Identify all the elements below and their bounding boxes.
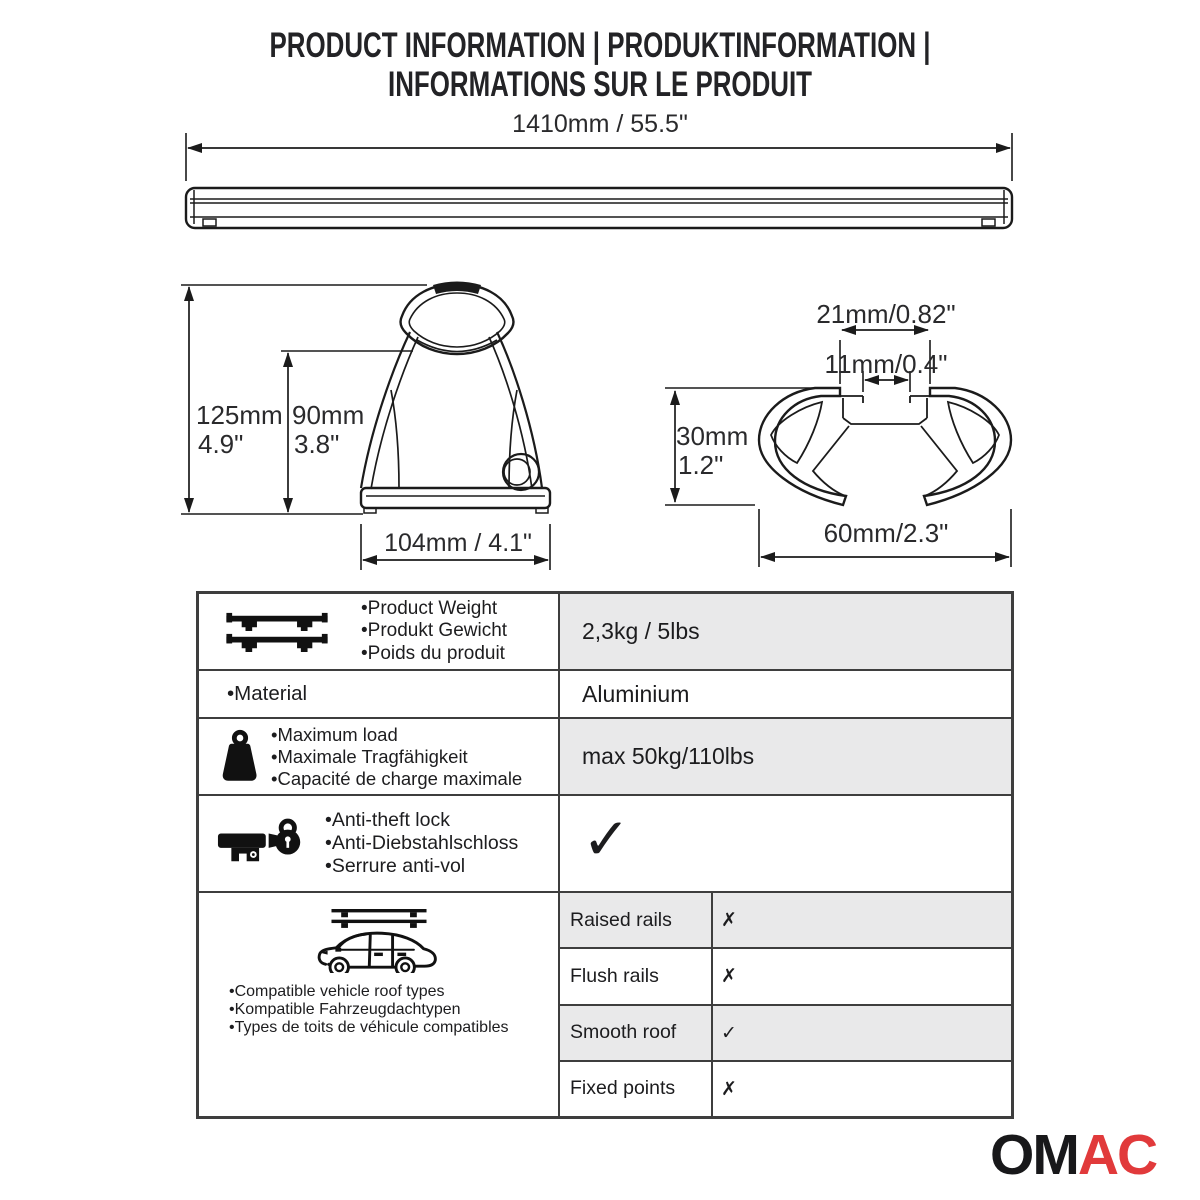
page-title-line2: INFORMATIONS SUR LE PRODUIT (388, 65, 812, 104)
roof-type-row-flush-rails (560, 947, 1011, 1003)
profile-slot-label: 11mm/0.4" (824, 349, 948, 379)
material-label-cell (199, 671, 560, 717)
anti-theft-label-cell (199, 796, 560, 891)
omac-logo (990, 1122, 1156, 1188)
table-row-material (199, 669, 1011, 717)
roof-type-label: Flush rails (560, 949, 713, 1003)
foot-base-width-label: 104mm / 4.1" (384, 529, 532, 557)
roof-types-value-cell (560, 893, 1011, 1116)
check-mark: ✓ (721, 1021, 737, 1044)
spec-label-line: •Capacité de charge maximale (271, 767, 523, 789)
foot-height-mm-label: 125mm (196, 400, 283, 430)
profile-height-mm-label: 30mm (676, 421, 749, 451)
spec-label-line: •Kompatible Fahrzeugdachtypen (229, 1001, 461, 1018)
product-weight-label-cell (199, 594, 560, 669)
foot-height-in-label: 4.9" (198, 429, 244, 459)
car-roof-icon (315, 909, 443, 973)
profile-height-in-label: 1.2" (678, 450, 724, 480)
foot-pillar-in-label: 3.8" (294, 429, 340, 459)
foot-pillar-mm-label: 90mm (292, 400, 365, 430)
spec-label-line: •Product Weight (361, 597, 498, 619)
spec-table (196, 591, 1014, 1119)
omac-logo-black-part: OM (990, 1123, 1078, 1187)
crossbar-top-view-diagram (178, 113, 1026, 238)
roof-rack-bars-icon (223, 611, 331, 653)
profile-outer-top-label: 21mm/0.82" (816, 299, 956, 329)
profile-width-label: 60mm/2.3" (823, 518, 949, 548)
spec-label-line: •Types de toits de véhicule compatibles (229, 1019, 509, 1036)
anti-theft-value-cell (560, 796, 1011, 891)
weight-icon (221, 729, 259, 785)
roof-type-label: Fixed points (560, 1062, 713, 1116)
table-row-anti-theft (199, 794, 1011, 891)
spec-label-line: •Poids du produit (361, 642, 505, 664)
roof-type-label: Raised rails (560, 893, 713, 947)
roof-types-label-cell (199, 893, 560, 1116)
cross-mark: ✗ (721, 965, 737, 988)
spec-label-line: •Compatible vehicle roof types (229, 983, 445, 1000)
product-weight-value: 2,3kg / 5lbs (560, 594, 1011, 669)
spec-label-line: •Serrure anti-vol (325, 855, 466, 877)
spec-label-line: •Anti-Diebstahlschloss (325, 832, 519, 854)
anti-theft-lock-icon (217, 814, 305, 874)
roof-type-row-raised-rails (560, 893, 1011, 947)
spec-label-line: •Produkt Gewicht (361, 620, 508, 642)
table-row-max-load (199, 717, 1011, 794)
spec-label-line: •Anti-theft lock (325, 809, 450, 831)
max-load-label-cell (199, 719, 560, 794)
table-row-product-weight (199, 594, 1011, 669)
spec-label-line: •Maximale Tragfähigkeit (271, 745, 468, 767)
bar-length-dimension-label: 1410mm / 55.5" (512, 110, 688, 138)
roof-type-row-fixed-points (560, 1060, 1011, 1116)
roof-type-row-smooth-roof (560, 1004, 1011, 1060)
page-title-line1: PRODUCT INFORMATION | PRODUKTINFORMATION | (269, 26, 931, 65)
omac-logo-red-part: AC (1077, 1123, 1157, 1187)
spec-label-line: •Material (227, 682, 308, 705)
cross-mark: ✗ (721, 909, 737, 932)
page-title (156, 26, 1044, 104)
check-mark: ✓ (582, 805, 631, 874)
roof-type-label: Smooth roof (560, 1006, 713, 1060)
table-row-roof-types (199, 891, 1011, 1116)
material-value: Aluminium (582, 680, 690, 707)
max-load-value: max 50kg/110lbs (560, 719, 1011, 794)
spec-label-line: •Maximum load (271, 723, 398, 745)
cross-mark: ✗ (721, 1077, 737, 1100)
